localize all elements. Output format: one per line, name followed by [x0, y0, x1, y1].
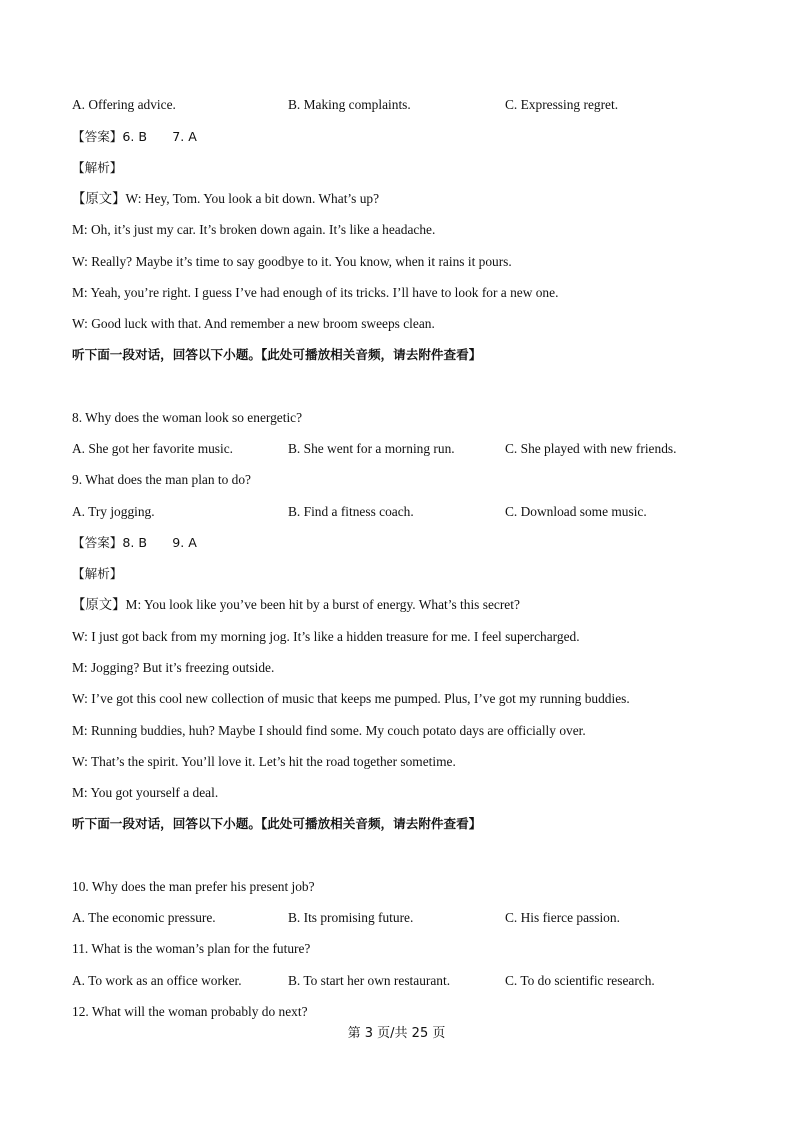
dialogue2-line-1: 【原文】M: You look like you’ve been hit by a burst of energy. What’s this secret?: [72, 597, 520, 612]
dialogue2-line-2: W: I just got back from my morning jog. It’s like a hidden treasure for me. I feel supercharged.: [72, 629, 580, 644]
dialogue1-line-1: 【原文】W: Hey, Tom. You look a bit down. What’s up?: [72, 191, 380, 206]
q7-option-a: A. Offering advice.: [72, 97, 176, 112]
question-12: 12. What will the woman probably do next?: [72, 1004, 308, 1019]
q9-option-c: C. Download some music.: [505, 504, 647, 519]
analysis-label-2: 【解析】: [72, 566, 123, 581]
question-11: 11. What is the woman’s plan for the future?: [72, 941, 311, 956]
q8-option-b: B. She went for a morning run.: [288, 441, 455, 456]
q11-option-b: B. To start her own restaurant.: [288, 973, 451, 988]
dialogue2-line-5: M: Running buddies, huh? Maybe I should find some. My couch potato days are officially over.: [72, 723, 586, 738]
dialogue1-line-4: M: Yeah, you’re right. I guess I’ve had enough of its tricks. I’ll have to look for a new one.: [72, 285, 559, 300]
dialogue2-line-7: M: You got yourself a deal.: [72, 785, 219, 800]
listening-instruction-1: 听下面一段对话，回答以下小题。【此处可播放相关音频，请去附件查看】: [72, 347, 482, 362]
q8-option-c: C. She played with new friends.: [505, 441, 677, 456]
listening-instruction-2: 听下面一段对话，回答以下小题。【此处可播放相关音频，请去附件查看】: [72, 816, 482, 831]
q10-option-b: B. Its promising future.: [288, 910, 414, 925]
dialogue2-line-6: W: That’s the spirit. You’ll love it. Let’s hit the road together sometime.: [72, 754, 456, 769]
dialogue1-line-3: W: Really? Maybe it’s time to say goodbye to it. You know, when it rains it pours.: [72, 254, 512, 269]
q8-option-a: A. She got her favorite music.: [72, 441, 234, 456]
q7-option-b: B. Making complaints.: [288, 97, 411, 112]
q9-option-a: A. Try jogging.: [72, 504, 155, 519]
q7-option-c: C. Expressing regret.: [505, 97, 619, 112]
page-footer: 第 3 页/共 25 页: [347, 1026, 446, 1041]
question-9: 9. What does the man plan to do?: [72, 472, 251, 487]
question-10: 10. Why does the man prefer his present job?: [72, 879, 315, 894]
analysis-label-1: 【解析】: [72, 160, 123, 175]
answer-line-1: 【答案】6. B 7. A: [72, 129, 197, 144]
q10-option-a: A. The economic pressure.: [72, 910, 216, 925]
q11-option-a: A. To work as an office worker.: [72, 973, 242, 988]
dialogue1-line-5: W: Good luck with that. And remember a new broom sweeps clean.: [72, 316, 435, 331]
answer-line-2: 【答案】8. B 9. A: [72, 535, 197, 550]
question-8: 8. Why does the woman look so energetic?: [72, 410, 303, 425]
dialogue2-line-4: W: I’ve got this cool new collection of music that keeps me pumped. Plus, I’ve got my running buddies.: [72, 691, 630, 706]
q11-option-c: C. To do scientific research.: [505, 973, 655, 988]
q9-option-b: B. Find a fitness coach.: [288, 504, 414, 519]
dialogue2-line-3: M: Jogging? But it’s freezing outside.: [72, 660, 275, 675]
dialogue1-line-2: M: Oh, it’s just my car. It’s broken down again. It’s like a headache.: [72, 222, 436, 237]
q10-option-c: C. His fierce passion.: [505, 910, 620, 925]
